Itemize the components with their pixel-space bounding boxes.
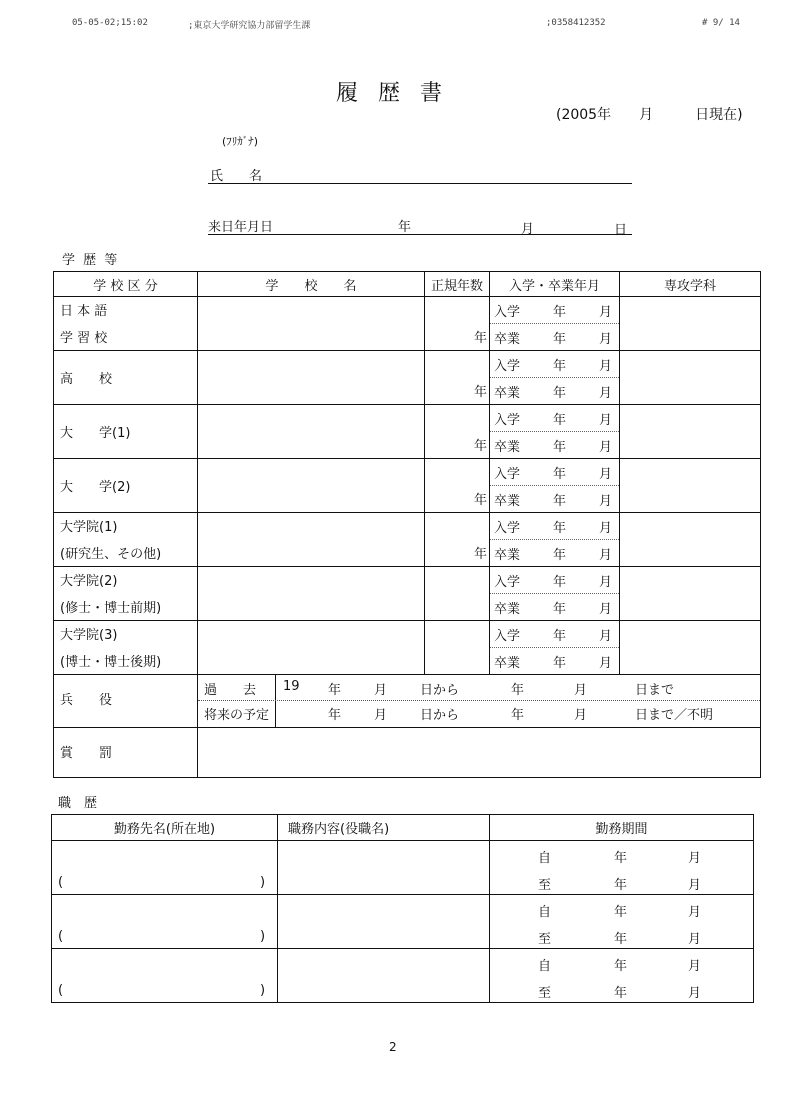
grad-month: 月 [599,656,613,671]
period-from-month: 月 [688,851,702,866]
grad-label: 卒業 [494,548,521,563]
military-label: 兵 役 [60,693,113,708]
years-unit: 年 [473,493,487,508]
major-field[interactable] [620,459,761,513]
military-past-until: 日まで [635,683,675,698]
period-field[interactable] [490,841,754,895]
enter-label: 入学 [494,305,521,320]
major-field[interactable] [620,567,761,621]
enter-year: 年 [553,575,567,590]
entry-grad-field[interactable] [490,459,620,513]
grad-year: 年 [553,494,567,509]
grad-month: 月 [599,386,613,401]
name-underline [208,183,632,184]
military-past-month: 月 [374,683,388,698]
years-unit: 年 [473,439,487,454]
entry-grad-field[interactable] [490,621,620,675]
education-row [54,459,761,513]
school-name-field[interactable] [198,405,425,459]
years-unit: 年 [473,547,487,562]
military-past-month2: 月 [574,683,588,698]
education-row [54,513,761,567]
enter-label: 入学 [494,629,521,644]
enter-month: 月 [599,413,613,428]
enter-label: 入学 [494,575,521,590]
period-to: 至 [538,878,552,893]
location-paren-open: ( [58,983,64,998]
duties-field[interactable] [278,841,490,895]
category-sublabel: (博士・博士後期) [60,655,162,670]
grad-month: 月 [599,494,613,509]
period-from-month: 月 [688,905,702,920]
category-label: 大 学(2) [60,480,131,495]
school-name-field[interactable] [198,351,425,405]
regular-years-field[interactable] [425,405,490,459]
employer-field[interactable] [52,841,278,895]
enter-month: 月 [599,521,613,536]
period-from-year: 年 [614,959,628,974]
period-from: 自 [538,905,552,920]
period-to-year: 年 [614,932,628,947]
enter-year: 年 [553,305,567,320]
period-to-month: 月 [688,878,702,893]
entry-grad-field[interactable] [490,405,620,459]
school-category [54,405,198,459]
regular-years-field[interactable] [425,351,490,405]
period-from-year: 年 [614,905,628,920]
enter-year: 年 [553,413,567,428]
category-label: 大学院(2) [60,574,118,589]
arrival-year: 年 [398,220,412,235]
header-regular-years: 正規年数 [425,272,490,297]
regular-years-field[interactable] [425,621,490,675]
work-row [52,949,754,1003]
school-name-field[interactable] [198,459,425,513]
regular-years-field[interactable] [425,567,490,621]
grad-label: 卒業 [494,440,521,455]
period-to: 至 [538,986,552,1001]
location-paren-close: ) [260,929,266,944]
grad-month: 月 [599,602,613,617]
entry-grad-field[interactable] [490,567,620,621]
document-title: 履歴書 [336,81,463,106]
employer-field[interactable] [52,949,278,1003]
enter-label: 入学 [494,521,521,536]
location-paren-open: ( [58,875,64,890]
period-from-month: 月 [688,959,702,974]
education-row [54,351,761,405]
major-field[interactable] [620,351,761,405]
school-name-field[interactable] [198,513,425,567]
school-name-field[interactable] [198,297,425,351]
enter-month: 月 [599,467,613,482]
period-to: 至 [538,932,552,947]
school-name-field[interactable] [198,567,425,621]
header-major: 専攻学科 [620,272,761,297]
entry-grad-field[interactable] [490,297,620,351]
military-row [54,675,761,728]
military-past-from: 日から [420,683,460,698]
years-unit: 年 [473,385,487,400]
arrival-day: 日 [614,223,628,238]
header-entry-grad: 入学・卒業年月 [490,272,620,297]
military-future-from: 日から [420,708,460,723]
fax-timestamp: 05-05-02;15:02 [72,18,148,28]
military-future-year: 年 [328,708,342,723]
period-to-year: 年 [614,986,628,1001]
education-row [54,405,761,459]
category-label: 日 本 語 [60,304,108,319]
grad-year: 年 [553,332,567,347]
grad-label: 卒業 [494,332,521,347]
header-duties: 職務内容(役職名) [278,815,490,841]
enter-year: 年 [553,629,567,644]
military-future-until: 日まで／不明 [635,708,714,723]
grad-year: 年 [553,602,567,617]
location-paren-close: ) [260,983,266,998]
date-line: (2005年 月 日現在) [556,107,743,123]
years-unit: 年 [473,331,487,346]
period-to-month: 月 [688,986,702,1001]
awards-field[interactable] [198,728,761,778]
arrival-month: 月 [521,222,535,237]
grad-year: 年 [553,386,567,401]
name-label: 氏 名 [210,169,263,184]
military-past-year2: 年 [511,683,525,698]
grad-month: 月 [599,332,613,347]
grad-label: 卒業 [494,602,521,617]
location-paren-close: ) [260,875,266,890]
major-field[interactable] [620,513,761,567]
grad-year: 年 [553,440,567,455]
regular-years-field[interactable] [425,459,490,513]
entry-grad-field[interactable] [490,351,620,405]
education-section-label: 学 歴 等 [62,253,120,268]
enter-label: 入学 [494,359,521,374]
grad-year: 年 [553,656,567,671]
enter-month: 月 [599,305,613,320]
education-row [54,297,761,351]
header-employer: 勤務先名(所在地) [52,815,278,841]
period-from-year: 年 [614,851,628,866]
period-to-month: 月 [688,932,702,947]
category-label: 大学院(3) [60,628,118,643]
school-category [54,621,198,675]
major-field[interactable] [620,405,761,459]
military-future-month: 月 [374,708,388,723]
enter-month: 月 [599,575,613,590]
military-future-month2: 月 [574,708,588,723]
period-from: 自 [538,851,552,866]
category-sublabel: (研究生、その他) [60,547,162,562]
arrival-label: 来日年月日 [208,220,274,235]
duties-field[interactable] [278,895,490,949]
regular-years-field[interactable] [425,297,490,351]
awards-row [54,728,761,778]
period-from: 自 [538,959,552,974]
school-category [54,351,198,405]
fax-sender: ;東京大学研究協力部留学生課 [188,21,311,31]
military-past-year: 年 [328,683,342,698]
enter-label: 入学 [494,413,521,428]
school-name-field[interactable] [198,621,425,675]
work-row [52,841,754,895]
school-category [54,513,198,567]
grad-year: 年 [553,548,567,563]
header-school-category: 学 校 区 分 [54,272,198,297]
employer-field[interactable] [52,895,278,949]
work-section-label: 職 歴 [58,796,98,811]
furigana-label: (ﾌﾘｶﾞﾅ) [222,135,259,148]
work-row [52,895,754,949]
military-era: 19 [283,679,300,694]
enter-label: 入学 [494,467,521,482]
education-row [54,567,761,621]
military-future-label: 将来の予定 [204,708,270,723]
enter-year: 年 [553,521,567,536]
location-paren-open: ( [58,929,64,944]
arrival-underline [208,234,632,235]
fax-page: # 9/ 14 [702,18,740,28]
military-future-year2: 年 [511,708,525,723]
period-to-year: 年 [614,878,628,893]
page-number: 2 [389,1040,397,1054]
education-row [54,621,761,675]
period-field[interactable] [490,949,754,1003]
grad-month: 月 [599,440,613,455]
category-label: 高 校 [60,372,113,387]
enter-year: 年 [553,359,567,374]
grad-month: 月 [599,548,613,563]
major-field[interactable] [620,621,761,675]
school-category [54,567,198,621]
duties-field[interactable] [278,949,490,1003]
regular-years-field[interactable] [425,513,490,567]
enter-year: 年 [553,467,567,482]
work-history-table [51,814,754,1003]
header-school-name: 学 校 名 [198,272,425,297]
period-field[interactable] [490,895,754,949]
awards-label: 賞 罰 [60,746,113,761]
enter-month: 月 [599,629,613,644]
entry-grad-field[interactable] [490,513,620,567]
school-category [54,459,198,513]
military-past-label: 過 去 [204,683,257,698]
education-table [53,271,761,778]
enter-month: 月 [599,359,613,374]
header-period: 勤務期間 [490,815,754,841]
category-sublabel: 学 習 校 [60,331,108,346]
category-label: 大 学(1) [60,426,131,441]
category-sublabel: (修士・博士前期) [60,601,162,616]
major-field[interactable] [620,297,761,351]
category-label: 大学院(1) [60,520,118,535]
fax-number: ;0358412352 [546,18,606,28]
grad-label: 卒業 [494,494,521,509]
grad-label: 卒業 [494,656,521,671]
grad-label: 卒業 [494,386,521,401]
school-category [54,297,198,351]
